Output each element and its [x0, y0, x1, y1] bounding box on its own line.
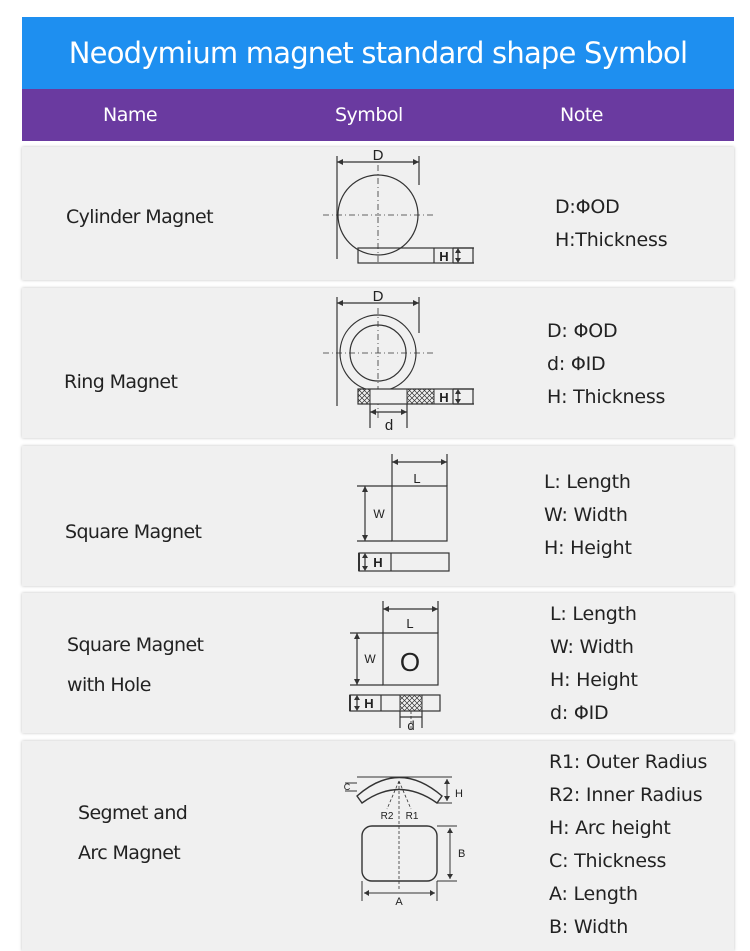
label-D: D	[372, 288, 384, 305]
label-H: H	[439, 249, 449, 264]
square-hole-symbol	[307, 593, 477, 733]
note-line: L: Length	[544, 471, 631, 493]
row-name-line: Square Magnet	[67, 634, 204, 656]
note-line: d: ΦID	[547, 353, 606, 375]
row-name	[66, 197, 213, 237]
note-line: H: Height	[544, 537, 632, 559]
note-line: H: Thickness	[547, 386, 666, 408]
page-title: Neodymium magnet standard shape Symbol	[22, 17, 734, 89]
row-name-line: Segmet and	[78, 802, 188, 824]
label-d: d	[384, 417, 394, 434]
square-symbol	[307, 446, 477, 586]
ring-symbol	[307, 288, 477, 438]
row-name-line: Arc Magnet	[78, 842, 181, 864]
note-line: H: Arc height	[549, 817, 671, 839]
note-line: A: Length	[549, 883, 638, 905]
label-W: W	[364, 652, 376, 666]
label-D: D	[372, 147, 384, 164]
cylinder-symbol	[307, 147, 477, 280]
note-line: H: Height	[550, 669, 638, 691]
hole-circle-icon: O	[399, 647, 421, 677]
row-notes	[555, 191, 667, 257]
note-line: R2: Inner Radius	[549, 784, 703, 806]
row-name-line: Ring Magnet	[64, 371, 178, 393]
note-line: B: Width	[549, 916, 629, 938]
label-H: H	[364, 696, 374, 711]
note-line: W: Width	[550, 636, 634, 658]
row-name	[65, 512, 201, 552]
table-row	[22, 147, 734, 280]
label-H: H	[373, 555, 383, 570]
label-R1: R1	[405, 811, 419, 822]
row-name-line: Cylinder Magnet	[66, 206, 213, 228]
label-A: A	[395, 896, 403, 908]
row-name-line: with Hole	[67, 674, 151, 696]
label-H: H	[439, 390, 449, 405]
row-notes	[547, 315, 665, 414]
row-notes	[550, 598, 638, 730]
label-d: d	[407, 718, 415, 733]
header-note: Note	[560, 104, 603, 126]
label-H: H	[455, 788, 463, 800]
note-line: d: ΦID	[550, 702, 609, 724]
note-line: L: Length	[550, 603, 637, 625]
row-name	[67, 625, 203, 705]
label-C: C	[343, 782, 351, 792]
table-row	[22, 593, 734, 733]
note-line: R1: Outer Radius	[549, 751, 708, 773]
row-name-line: Square Magnet	[65, 521, 202, 543]
table-header	[22, 89, 734, 141]
note-line: H:Thickness	[555, 229, 668, 251]
table-row	[22, 741, 734, 951]
header-symbol: Symbol	[335, 104, 403, 126]
label-B: B	[458, 848, 466, 860]
note-line: D: ΦOD	[547, 320, 618, 342]
note-line: D:ΦOD	[555, 196, 620, 218]
label-L: L	[413, 471, 421, 486]
row-notes	[549, 746, 707, 944]
row-name	[64, 362, 177, 402]
table-row	[22, 288, 734, 438]
note-line: C: Thickness	[549, 850, 667, 872]
note-line: W: Width	[544, 504, 628, 526]
arc-symbol	[307, 741, 482, 944]
label-R2: R2	[380, 811, 394, 822]
row-name	[78, 793, 187, 873]
label-W: W	[373, 507, 385, 521]
header-name: Name	[103, 104, 158, 126]
label-L: L	[406, 616, 414, 631]
table-row	[22, 446, 734, 586]
row-notes	[544, 466, 632, 565]
